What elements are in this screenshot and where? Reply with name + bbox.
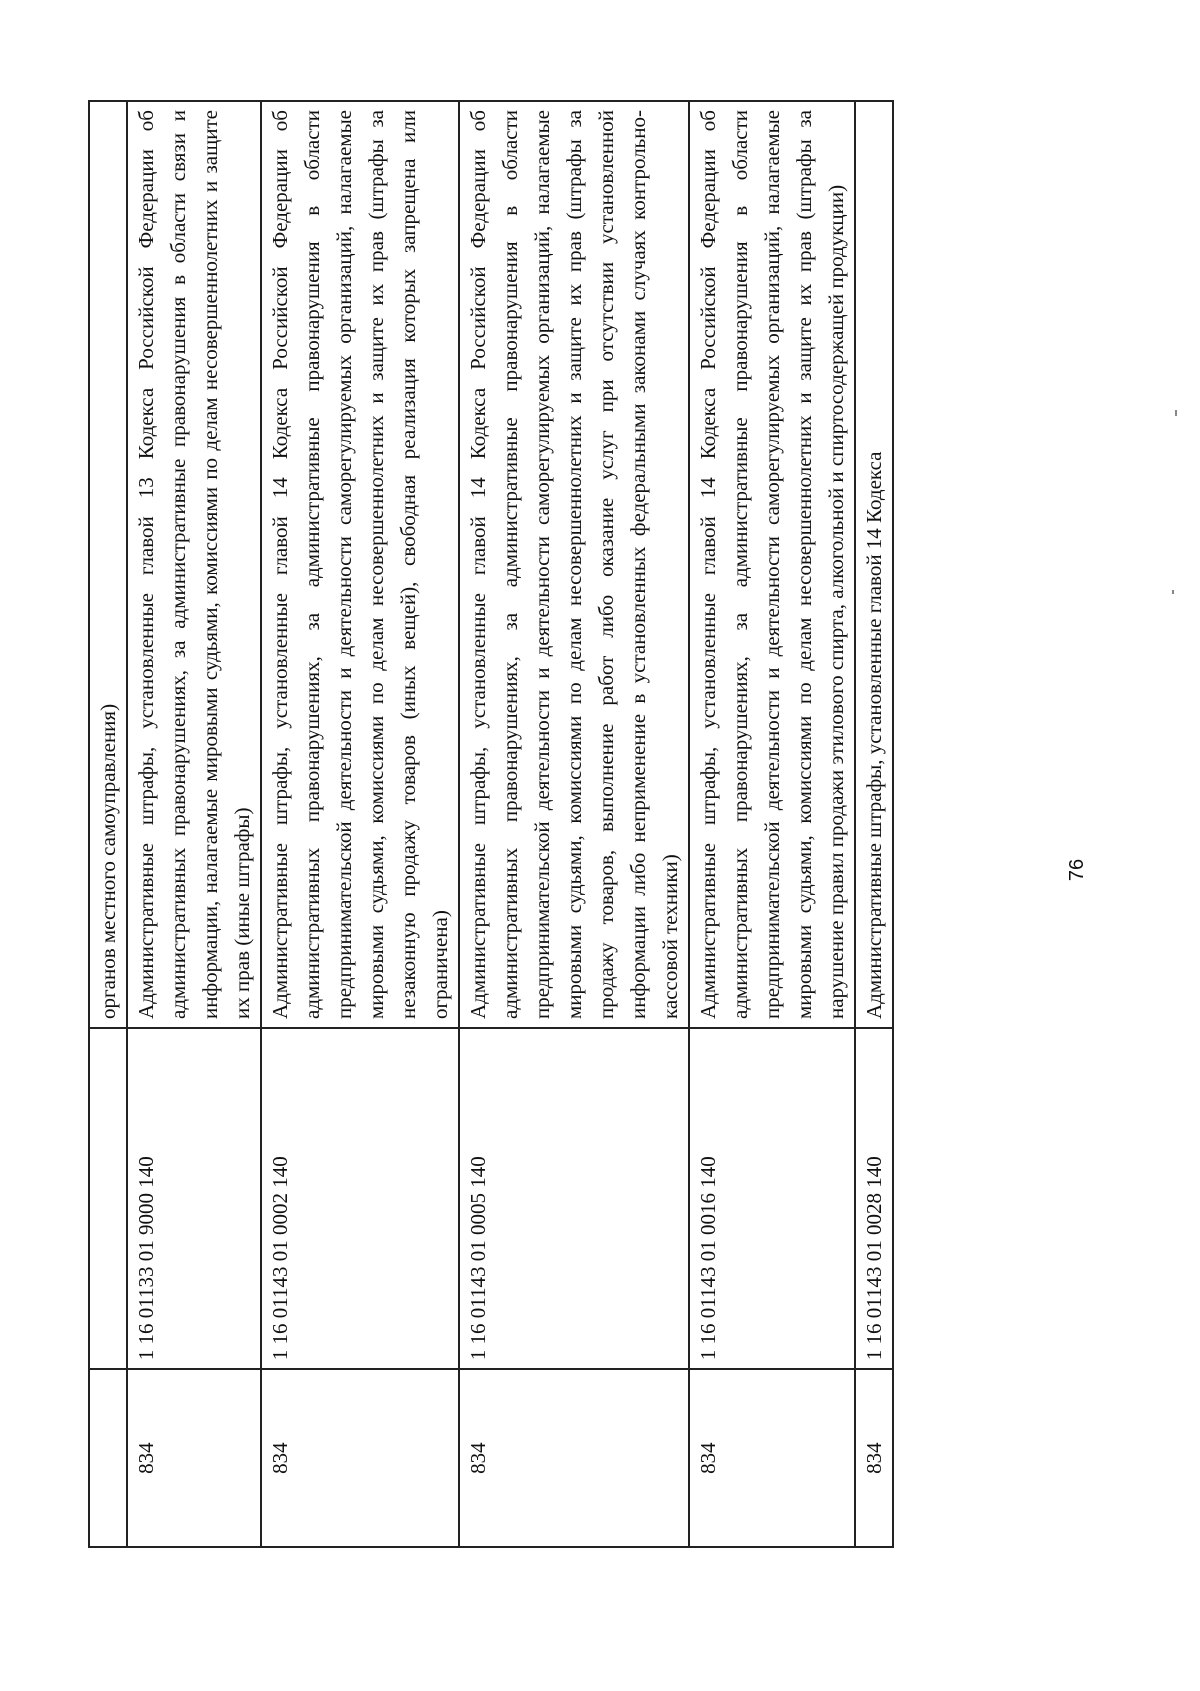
- rotated-table-container: [88, 100, 1083, 1548]
- scan-speck: [1175, 410, 1177, 416]
- kbk-table: [88, 100, 894, 1548]
- kbk-cell: 1 16 01143 01 0005 140: [459, 1028, 689, 1369]
- table-row: [261, 101, 459, 1547]
- table-row: [855, 101, 893, 1547]
- description-cell: Административные штрафы, установленные главой 14 Кодекса Российской Федерации об административных правонарушениях, за административные правонарушения в области предпринимательской деятельности и деятельности саморегулируемых организаций, налагаемые мировыми судьями, комиссиями по делам несовершеннолетних и защите их прав (штрафы за нарушение правил продажи этилового спирта, алкогольной и спиртосодержащей продукции): [689, 101, 855, 1028]
- table-row: [459, 101, 689, 1547]
- kbk-cell: 1 16 01133 01 9000 140: [127, 1028, 261, 1369]
- code-cell: 834: [855, 1369, 893, 1547]
- scan-speck: [1172, 590, 1174, 594]
- code-cell: 834: [689, 1369, 855, 1547]
- description-cell: Административные штрафы, установленные главой 14 Кодекса Российской Федерации об административных правонарушениях, за административные правонарушения в области предпринимательской деятельности и деятельности саморегулируемых организаций, налагаемые мировыми судьями, комиссиями по делам несовершеннолетних и защите их прав (штрафы за незаконную продажу товаров (иных вещей), свободная реализация которых запрещена или ограничена): [261, 101, 459, 1028]
- table-row: [89, 101, 127, 1547]
- code-cell: 834: [261, 1369, 459, 1547]
- description-cell: Административные штрафы, установленные главой 14 Кодекса Российской Федерации об административных правонарушениях, за административные правонарушения в области предпринимательской деятельности и деятельности саморегулируемых организаций, налагаемые мировыми судьями, комиссиями по делам несовершеннолетних и защите их прав (штрафы за продажу товаров, выполнение работ либо оказание услуг при отсутствии установленной информации либо неприменение в установленных федеральными законами случаях контрольно-кассовой техники): [459, 101, 689, 1028]
- code-cell: [89, 1369, 127, 1547]
- table-row: [127, 101, 261, 1547]
- kbk-cell: [89, 1028, 127, 1369]
- kbk-cell: 1 16 01143 01 0028 140: [855, 1028, 893, 1369]
- code-cell: 834: [459, 1369, 689, 1547]
- table-row: [689, 101, 855, 1547]
- kbk-cell: 1 16 01143 01 0002 140: [261, 1028, 459, 1369]
- description-cell: Административные штрафы, установленные главой 13 Кодекса Российской Федерации об административных правонарушениях, за административные правонарушения в области связи и информации, налагаемые мировыми судьями, комиссиями по делам несовершеннолетних и защите их прав (иные штрафы): [127, 101, 261, 1028]
- code-cell: 834: [127, 1369, 261, 1547]
- page-number: 76: [1066, 858, 1088, 882]
- description-cell: Административные штрафы, установленные главой 14 Кодекса: [855, 101, 893, 1028]
- kbk-cell: 1 16 01143 01 0016 140: [689, 1028, 855, 1369]
- description-cell: органов местного самоуправления): [89, 101, 127, 1028]
